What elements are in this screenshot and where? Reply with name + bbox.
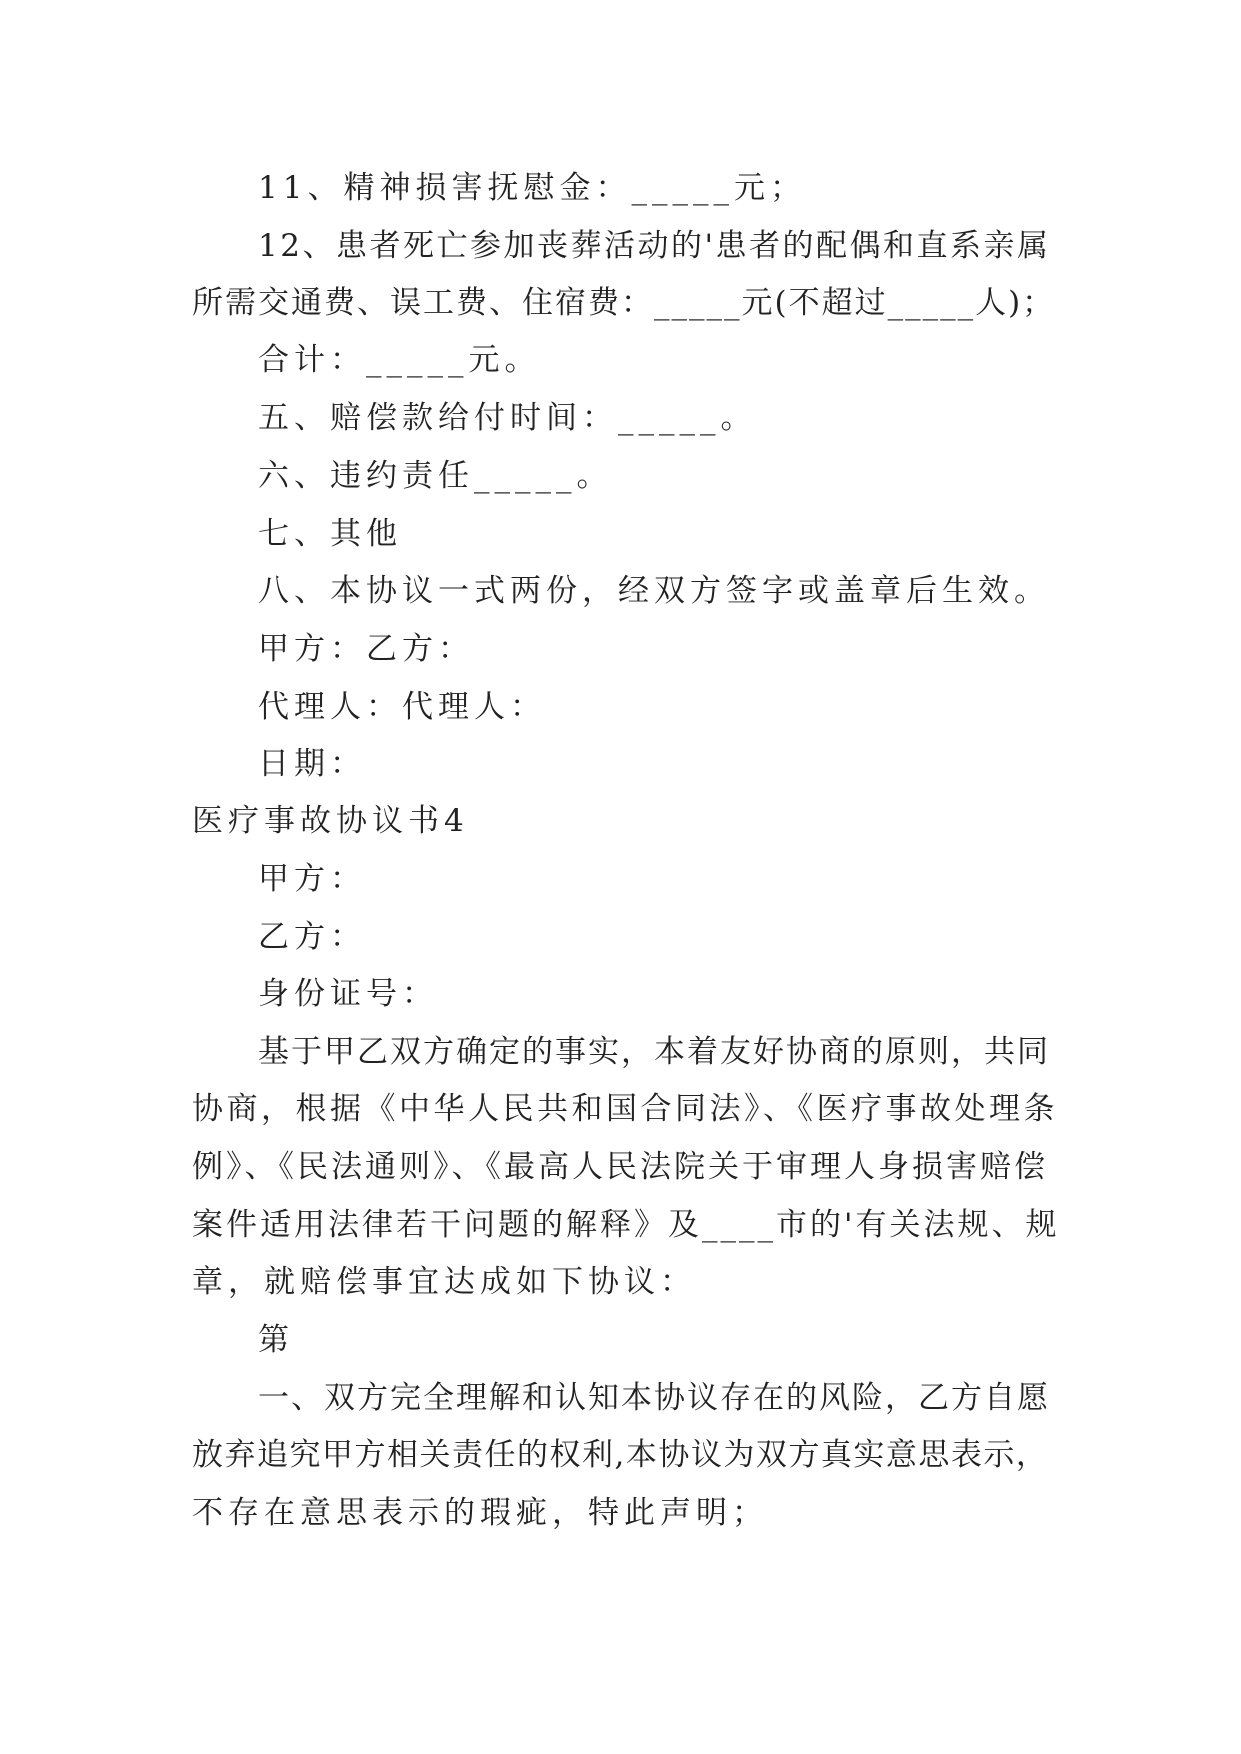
line-agents: 代理人：代理人： bbox=[258, 689, 546, 725]
line-item-12-funeral-expenses: 12、患者死亡参加丧葬活动的'患者的配偶和直系亲属 bbox=[258, 228, 1051, 264]
line-item-12-continued: 所需交通费、误工费、住宿费：_____元(不超过_____人)； bbox=[192, 285, 1056, 321]
paragraph-clause-1-line-3: 不存在意思表示的瑕疵，特此声明； bbox=[192, 1495, 768, 1531]
line-party-b: 乙方： bbox=[258, 919, 366, 955]
paragraph-basis-line-2: 协商，根据《中华人民共和国合同法》、《医疗事故处理条 bbox=[192, 1091, 1058, 1127]
line-section-5-payment-time: 五、赔偿款给付时间：_____。 bbox=[258, 400, 757, 436]
section-heading: 医疗事故协议书4 bbox=[192, 803, 469, 839]
line-id-number: 身份证号： bbox=[258, 976, 438, 1012]
paragraph-basis-line-4: 案件适用法律若干问题的解释》及____市的'有关法规、规 bbox=[192, 1207, 1060, 1243]
line-date: 日期： bbox=[258, 746, 366, 782]
line-section-7-other: 七、其他 bbox=[258, 516, 402, 552]
paragraph-clause-1-line-2: 放弃追究甲方相关责任的权利,本协议为双方真实意思表示， bbox=[192, 1437, 1049, 1473]
line-party-a: 甲方： bbox=[258, 861, 366, 897]
line-section-6-liability: 六、违约责任_____。 bbox=[258, 458, 613, 494]
line-item-11-mental-damages: 11、精神损害抚慰金：_____元； bbox=[258, 170, 806, 206]
line-article: 第 bbox=[258, 1322, 294, 1358]
paragraph-basis-line-3: 例》、《民法通则》、《最高人民法院关于审理人身损害赔偿 bbox=[192, 1149, 1048, 1185]
line-parties: 甲方：乙方： bbox=[258, 631, 474, 667]
line-section-8-copies: 八、本协议一式两份，经双方签字或盖章后生效。 bbox=[258, 573, 1050, 609]
paragraph-basis-line-5: 章，就赔偿事宜达成如下协议： bbox=[192, 1264, 696, 1300]
paragraph-clause-1-line-1: 一、双方完全理解和认知本协议存在的风险，乙方自愿 bbox=[258, 1380, 1050, 1416]
paragraph-basis-line-1: 基于甲乙双方确定的事实，本着友好协商的原则，共同 bbox=[258, 1034, 1050, 1070]
line-total: 合计：_____元。 bbox=[258, 342, 541, 378]
